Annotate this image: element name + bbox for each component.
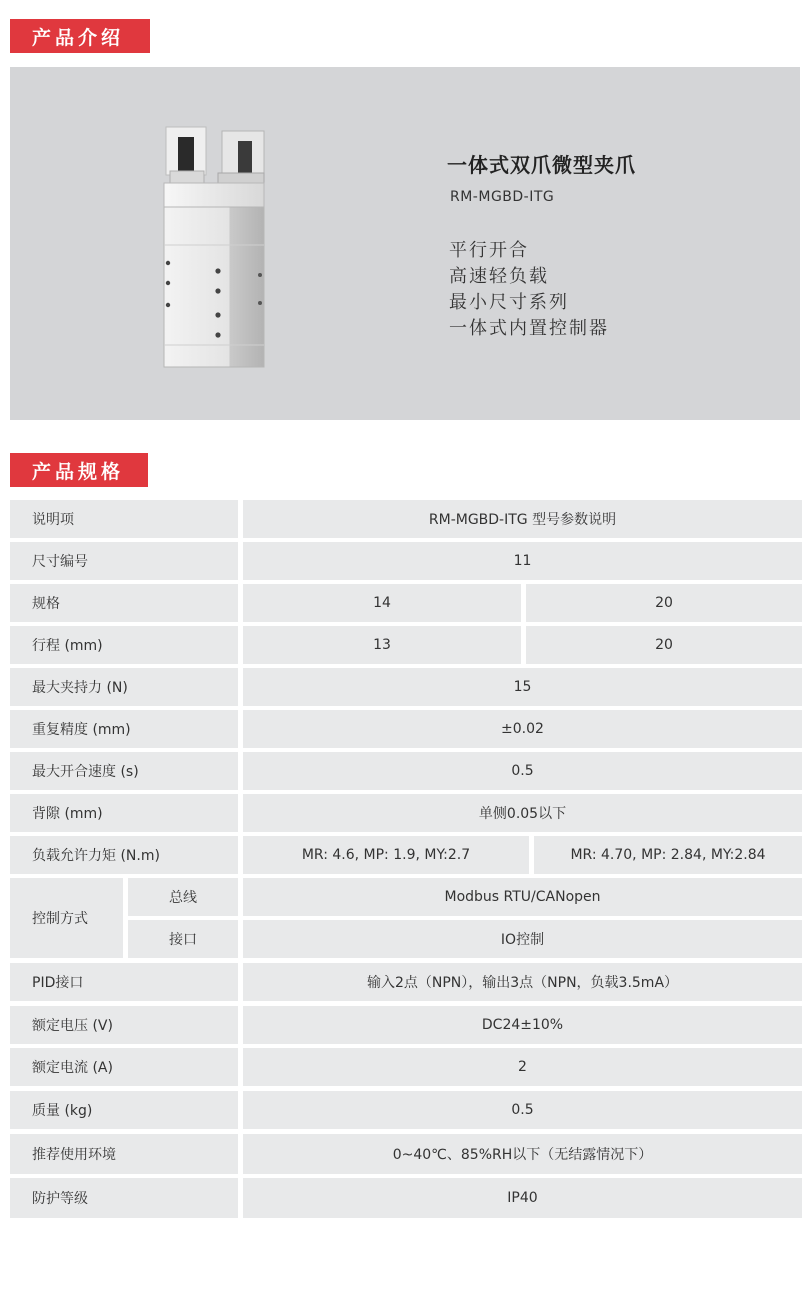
- spec-label: 规格: [10, 584, 238, 622]
- spec-label: 重复精度 (mm): [10, 710, 238, 748]
- spec-value: 2: [243, 1048, 802, 1086]
- product-hero: [10, 67, 800, 420]
- feature-item: 高速轻负载: [449, 266, 549, 287]
- feature-item: 最小尺寸系列: [449, 292, 569, 313]
- spec-value: 0.5: [243, 1091, 802, 1129]
- spec-label: 尺寸编号: [10, 542, 238, 580]
- gripper-product-image: [160, 125, 270, 375]
- spec-value: DC24±10%: [243, 1006, 802, 1044]
- spec-value: 20: [526, 626, 802, 664]
- spec-value: 0.5: [243, 752, 802, 790]
- spec-header-value: RM-MGBD-ITG 型号参数说明: [243, 500, 802, 538]
- spec-value: 15: [243, 668, 802, 706]
- spec-group-label: 控制方式: [10, 878, 123, 958]
- spec-label: 额定电流 (A): [10, 1048, 238, 1086]
- spec-value: ±0.02: [243, 710, 802, 748]
- spec-header-label: 说明项: [10, 500, 238, 538]
- product-model: RM-MGBD-ITG: [450, 189, 555, 205]
- spec-label: 最大开合速度 (s): [10, 752, 238, 790]
- spec-value: MR: 4.6, MP: 1.9, MY:2.7: [243, 836, 529, 874]
- product-features: [449, 238, 609, 342]
- spec-value: 11: [243, 542, 802, 580]
- spec-sub-label: 总线: [128, 878, 238, 916]
- spec-label: PID接口: [10, 963, 238, 1001]
- spec-sub-label: 接口: [128, 920, 238, 958]
- spec-label: 防护等级: [10, 1178, 238, 1218]
- spec-value: 输入2点（NPN），输出3点（NPN，负载3.5mA）: [243, 963, 802, 1001]
- spec-table: [10, 500, 802, 1220]
- spec-label: 负载允许力矩 (N.m): [10, 836, 238, 874]
- section-tag-intro: 产品介绍: [10, 19, 150, 53]
- spec-value: IP40: [243, 1178, 802, 1218]
- spec-label: 推荐使用环境: [10, 1134, 238, 1174]
- section-tag-spec: 产品规格: [10, 453, 148, 487]
- spec-value: MR: 4.70, MP: 2.84, MY:2.84: [534, 836, 802, 874]
- feature-item: 一体式内置控制器: [449, 318, 609, 339]
- spec-label: 背隙 (mm): [10, 794, 238, 832]
- spec-value: Modbus RTU/CANopen: [243, 878, 802, 916]
- spec-value: 20: [526, 584, 802, 622]
- spec-label: 行程 (mm): [10, 626, 238, 664]
- spec-label: 质量 (kg): [10, 1091, 238, 1129]
- spec-label: 最大夹持力 (N): [10, 668, 238, 706]
- spec-label: 额定电压 (V): [10, 1006, 238, 1044]
- spec-value: 14: [243, 584, 521, 622]
- product-title: 一体式双爪微型夹爪: [447, 153, 636, 177]
- spec-value: 0~40℃、85%RH以下（无结露情况下）: [243, 1134, 802, 1174]
- spec-value: 13: [243, 626, 521, 664]
- spec-value: IO控制: [243, 920, 802, 958]
- spec-value: 单侧0.05以下: [243, 794, 802, 832]
- feature-item: 平行开合: [449, 240, 529, 261]
